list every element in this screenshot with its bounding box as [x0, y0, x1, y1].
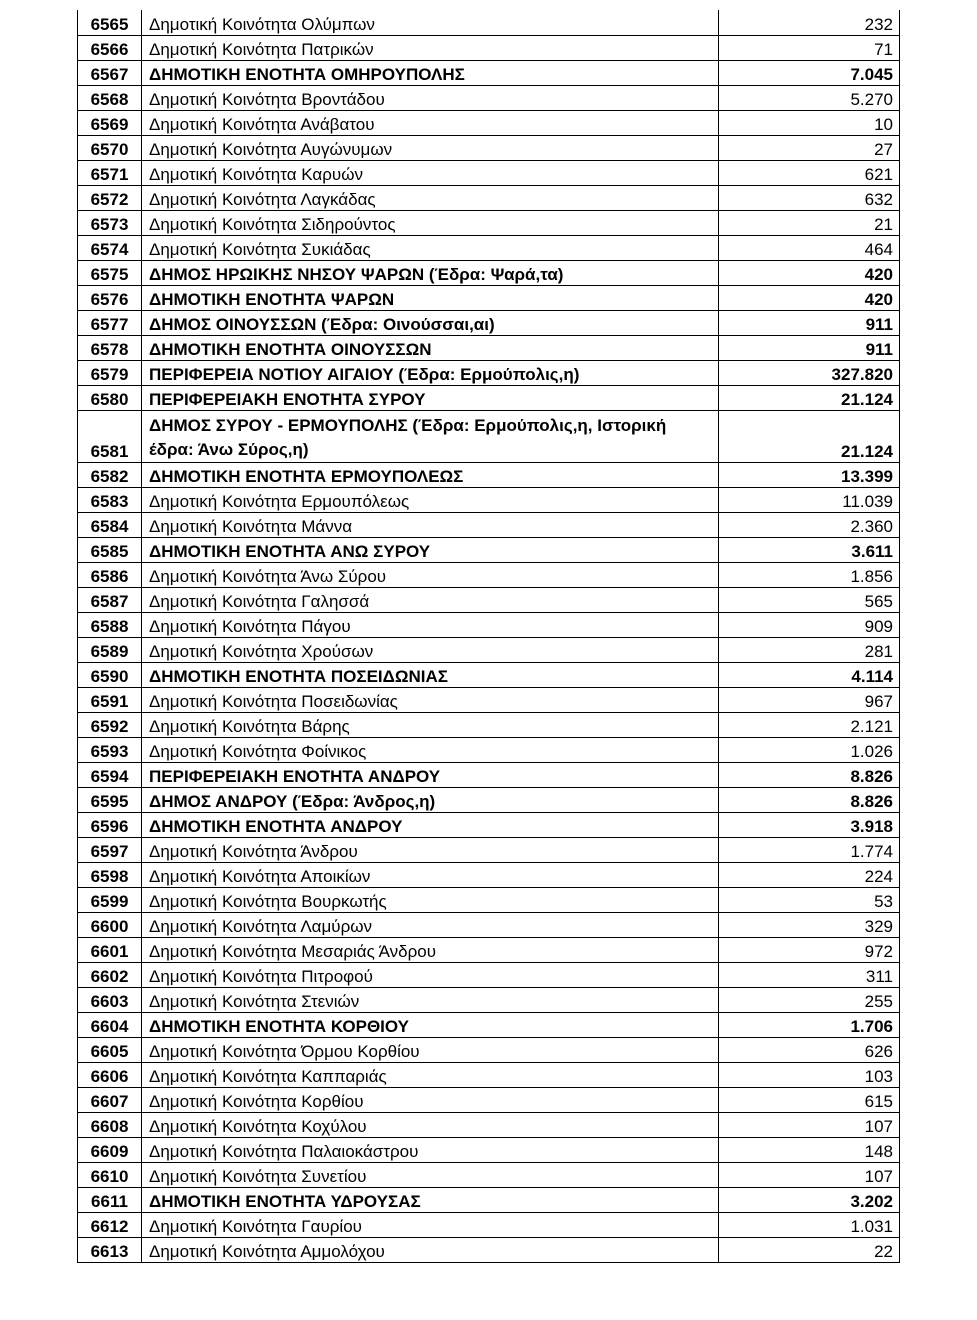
row-code-cell: 6597 [78, 837, 142, 862]
row-name-cell: Δημοτική Κοινότητα Κορθίου [142, 1087, 719, 1112]
row-name-cell: ΠΕΡΙΦΕΡΕΙΑ ΝΟΤΙΟΥ ΑΙΓΑΙΟΥ (Έδρα: Ερμούπολις,η) [142, 360, 719, 385]
row-name-cell: ΔΗΜΟΤΙΚΗ ΕΝΟΤΗΤΑ ΨΑΡΩΝ [142, 285, 719, 310]
row-value-cell: 71 [719, 35, 900, 60]
table-row [78, 812, 900, 837]
row-name-cell: Δημοτική Κοινότητα Σιδηρούντος [142, 210, 719, 235]
row-name-cell: Δημοτική Κοινότητα Παλαιοκάστρου [142, 1137, 719, 1162]
row-name-cell: Δημοτική Κοινότητα Βροντάδου [142, 85, 719, 110]
row-name-cell: Δημοτική Κοινότητα Φοίνικος [142, 737, 719, 762]
row-name-cell: ΠΕΡΙΦΕΡΕΙΑΚΗ ΕΝΟΤΗΤΑ ΑΝΔΡΟΥ [142, 762, 719, 787]
table-row [78, 587, 900, 612]
table-row [78, 1112, 900, 1137]
table-row [78, 712, 900, 737]
row-code-cell: 6576 [78, 285, 142, 310]
row-name-cell: Δημοτική Κοινότητα Άνδρου [142, 837, 719, 862]
row-name-cell: ΔΗΜΟΣ ΗΡΩΙΚΗΣ ΝΗΣΟΥ ΨΑΡΩΝ (Έδρα: Ψαρά,τα) [142, 260, 719, 285]
table-row [78, 1187, 900, 1212]
table-row [78, 210, 900, 235]
row-value-cell: 7.045 [719, 60, 900, 85]
row-name-cell: ΠΕΡΙΦΕΡΕΙΑΚΗ ΕΝΟΤΗΤΑ ΣΥΡΟΥ [142, 385, 719, 410]
row-code-cell: 6581 [78, 410, 142, 462]
row-code-cell: 6594 [78, 762, 142, 787]
table-row [78, 1237, 900, 1262]
row-name-cell: Δημοτική Κοινότητα Μεσαριάς Άνδρου [142, 937, 719, 962]
row-value-cell: 2.121 [719, 712, 900, 737]
row-code-cell: 6583 [78, 487, 142, 512]
row-name-cell: Δημοτική Κοινότητα Συνετίου [142, 1162, 719, 1187]
row-value-cell: 911 [719, 310, 900, 335]
row-value-cell: 103 [719, 1062, 900, 1087]
row-code-cell: 6592 [78, 712, 142, 737]
row-name-cell: ΔΗΜΟΤΙΚΗ ΕΝΟΤΗΤΑ ΚΟΡΘΙΟΥ [142, 1012, 719, 1037]
row-value-cell: 107 [719, 1162, 900, 1187]
row-value-cell: 972 [719, 937, 900, 962]
table-row [78, 10, 900, 35]
row-name-cell: Δημοτική Κοινότητα Καρυών [142, 160, 719, 185]
row-value-cell: 8.826 [719, 787, 900, 812]
table-row [78, 1137, 900, 1162]
table-row [78, 837, 900, 862]
row-code-cell: 6578 [78, 335, 142, 360]
row-value-cell: 11.039 [719, 487, 900, 512]
table-row [78, 562, 900, 587]
row-code-cell: 6603 [78, 987, 142, 1012]
row-name-cell: Δημοτική Κοινότητα Ποσειδωνίας [142, 687, 719, 712]
table-row [78, 235, 900, 260]
table-row [78, 260, 900, 285]
row-value-cell: 107 [719, 1112, 900, 1137]
row-name-cell: ΔΗΜΟΤΙΚΗ ΕΝΟΤΗΤΑ ΟΙΝΟΥΣΣΩΝ [142, 335, 719, 360]
row-value-cell: 565 [719, 587, 900, 612]
row-code-cell: 6610 [78, 1162, 142, 1187]
population-table [77, 10, 900, 1263]
table-row [78, 35, 900, 60]
row-value-cell: 3.918 [719, 812, 900, 837]
table-row [78, 360, 900, 385]
row-value-cell: 53 [719, 887, 900, 912]
table-row [78, 1087, 900, 1112]
row-name-cell: Δημοτική Κοινότητα Ερμουπόλεως [142, 487, 719, 512]
row-name-cell: ΔΗΜΟΤΙΚΗ ΕΝΟΤΗΤΑ ΕΡΜΟΥΠΟΛΕΩΣ [142, 462, 719, 487]
table-row [78, 887, 900, 912]
row-value-cell: 3.202 [719, 1187, 900, 1212]
row-value-cell: 148 [719, 1137, 900, 1162]
row-code-cell: 6590 [78, 662, 142, 687]
row-name-cell: ΔΗΜΟΤΙΚΗ ΕΝΟΤΗΤΑ ΠΟΣΕΙΔΩΝΙΑΣ [142, 662, 719, 687]
row-code-cell: 6565 [78, 10, 142, 35]
row-name-cell: Δημοτική Κοινότητα Πατρικών [142, 35, 719, 60]
row-value-cell: 967 [719, 687, 900, 712]
row-name-cell: ΔΗΜΟΣ ΣΥΡΟΥ - ΕΡΜΟΥΠΟΛΗΣ (Έδρα: Ερμούπολις,η, Ιστορική έδρα: Άνω Σύρος,η) [142, 410, 719, 462]
row-value-cell: 626 [719, 1037, 900, 1062]
row-code-cell: 6566 [78, 35, 142, 60]
table-row [78, 1012, 900, 1037]
row-value-cell: 13.399 [719, 462, 900, 487]
row-value-cell: 909 [719, 612, 900, 637]
row-code-cell: 6599 [78, 887, 142, 912]
row-name-cell: Δημοτική Κοινότητα Όρμου Κορθίου [142, 1037, 719, 1062]
row-value-cell: 911 [719, 335, 900, 360]
row-code-cell: 6605 [78, 1037, 142, 1062]
row-value-cell: 21.124 [719, 410, 900, 462]
row-code-cell: 6575 [78, 260, 142, 285]
row-code-cell: 6574 [78, 235, 142, 260]
row-name-cell: ΔΗΜΟΣ ΑΝΔΡΟΥ (Έδρα: Άνδρος,η) [142, 787, 719, 812]
table-row [78, 987, 900, 1012]
row-value-cell: 1.774 [719, 837, 900, 862]
row-value-cell: 420 [719, 260, 900, 285]
row-name-cell: Δημοτική Κοινότητα Λαγκάδας [142, 185, 719, 210]
row-code-cell: 6601 [78, 937, 142, 962]
row-name-cell: ΔΗΜΟΤΙΚΗ ΕΝΟΤΗΤΑ ΑΝΩ ΣΥΡΟΥ [142, 537, 719, 562]
row-value-cell: 1.856 [719, 562, 900, 587]
table-row [78, 862, 900, 887]
row-name-cell: Δημοτική Κοινότητα Κοχύλου [142, 1112, 719, 1137]
row-code-cell: 6604 [78, 1012, 142, 1037]
row-code-cell: 6580 [78, 385, 142, 410]
table-row [78, 185, 900, 210]
row-code-cell: 6588 [78, 612, 142, 637]
table-row [78, 410, 900, 462]
row-code-cell: 6585 [78, 537, 142, 562]
row-name-cell: Δημοτική Κοινότητα Χρούσων [142, 637, 719, 662]
row-code-cell: 6600 [78, 912, 142, 937]
row-code-cell: 6570 [78, 135, 142, 160]
row-code-cell: 6567 [78, 60, 142, 85]
row-value-cell: 420 [719, 285, 900, 310]
row-code-cell: 6606 [78, 1062, 142, 1087]
row-value-cell: 1.706 [719, 1012, 900, 1037]
row-value-cell: 232 [719, 10, 900, 35]
row-name-cell: Δημοτική Κοινότητα Πιτροφού [142, 962, 719, 987]
row-code-cell: 6571 [78, 160, 142, 185]
row-code-cell: 6586 [78, 562, 142, 587]
row-code-cell: 6602 [78, 962, 142, 987]
row-value-cell: 8.826 [719, 762, 900, 787]
row-code-cell: 6595 [78, 787, 142, 812]
row-value-cell: 311 [719, 962, 900, 987]
row-name-cell: Δημοτική Κοινότητα Αμμολόχου [142, 1237, 719, 1262]
table-row [78, 1037, 900, 1062]
row-value-cell: 329 [719, 912, 900, 937]
row-value-cell: 10 [719, 110, 900, 135]
row-value-cell: 1.026 [719, 737, 900, 762]
table-row [78, 912, 900, 937]
row-value-cell: 21 [719, 210, 900, 235]
row-code-cell: 6593 [78, 737, 142, 762]
row-value-cell: 1.031 [719, 1212, 900, 1237]
row-code-cell: 6568 [78, 85, 142, 110]
row-code-cell: 6596 [78, 812, 142, 837]
row-code-cell: 6582 [78, 462, 142, 487]
table-row [78, 1062, 900, 1087]
row-value-cell: 3.611 [719, 537, 900, 562]
row-value-cell: 224 [719, 862, 900, 887]
row-value-cell: 5.270 [719, 85, 900, 110]
row-name-cell: Δημοτική Κοινότητα Ανάβατου [142, 110, 719, 135]
table-row [78, 385, 900, 410]
table-row [78, 737, 900, 762]
row-value-cell: 632 [719, 185, 900, 210]
row-code-cell: 6572 [78, 185, 142, 210]
table-row [78, 962, 900, 987]
table-row [78, 60, 900, 85]
row-name-cell: Δημοτική Κοινότητα Καππαριάς [142, 1062, 719, 1087]
row-value-cell: 281 [719, 637, 900, 662]
table-row [78, 762, 900, 787]
row-code-cell: 6608 [78, 1112, 142, 1137]
table-row [78, 537, 900, 562]
row-name-cell: Δημοτική Κοινότητα Συκιάδας [142, 235, 719, 260]
row-name-cell: Δημοτική Κοινότητα Γαλησσά [142, 587, 719, 612]
row-name-cell: Δημοτική Κοινότητα Βουρκωτής [142, 887, 719, 912]
row-name-cell: ΔΗΜΟΤΙΚΗ ΕΝΟΤΗΤΑ ΑΝΔΡΟΥ [142, 812, 719, 837]
row-code-cell: 6569 [78, 110, 142, 135]
table-row [78, 285, 900, 310]
table-row [78, 85, 900, 110]
table-row [78, 637, 900, 662]
row-name-cell: Δημοτική Κοινότητα Αποικίων [142, 862, 719, 887]
row-name-cell: Δημοτική Κοινότητα Μάννα [142, 512, 719, 537]
table-row [78, 487, 900, 512]
row-name-cell: ΔΗΜΟΤΙΚΗ ΕΝΟΤΗΤΑ ΥΔΡΟΥΣΑΣ [142, 1187, 719, 1212]
row-code-cell: 6577 [78, 310, 142, 335]
row-name-cell: ΔΗΜΟΤΙΚΗ ΕΝΟΤΗΤΑ ΟΜΗΡΟΥΠΟΛΗΣ [142, 60, 719, 85]
row-code-cell: 6609 [78, 1137, 142, 1162]
row-name-cell: Δημοτική Κοινότητα Στενιών [142, 987, 719, 1012]
table-row [78, 787, 900, 812]
table-row [78, 462, 900, 487]
row-value-cell: 327.820 [719, 360, 900, 385]
table-row [78, 1162, 900, 1187]
table-row [78, 687, 900, 712]
row-code-cell: 6579 [78, 360, 142, 385]
table-row [78, 310, 900, 335]
row-code-cell: 6587 [78, 587, 142, 612]
table-row [78, 612, 900, 637]
row-code-cell: 6607 [78, 1087, 142, 1112]
row-code-cell: 6611 [78, 1187, 142, 1212]
row-name-cell: Δημοτική Κοινότητα Βάρης [142, 712, 719, 737]
table-row [78, 1212, 900, 1237]
row-value-cell: 255 [719, 987, 900, 1012]
row-code-cell: 6613 [78, 1237, 142, 1262]
table-row [78, 335, 900, 360]
row-name-cell: Δημοτική Κοινότητα Πάγου [142, 612, 719, 637]
row-name-cell: ΔΗΜΟΣ ΟΙΝΟΥΣΣΩΝ (Έδρα: Οινούσσαι,αι) [142, 310, 719, 335]
table-body [78, 10, 900, 1262]
row-value-cell: 2.360 [719, 512, 900, 537]
table-row [78, 937, 900, 962]
table-row [78, 160, 900, 185]
table-row [78, 135, 900, 160]
row-name-cell: Δημοτική Κοινότητα Ολύμπων [142, 10, 719, 35]
table-row [78, 662, 900, 687]
row-value-cell: 621 [719, 160, 900, 185]
row-value-cell: 21.124 [719, 385, 900, 410]
row-value-cell: 615 [719, 1087, 900, 1112]
row-code-cell: 6584 [78, 512, 142, 537]
row-code-cell: 6612 [78, 1212, 142, 1237]
row-name-cell: Δημοτική Κοινότητα Γαυρίου [142, 1212, 719, 1237]
row-value-cell: 4.114 [719, 662, 900, 687]
row-name-cell: Δημοτική Κοινότητα Λαμύρων [142, 912, 719, 937]
row-value-cell: 464 [719, 235, 900, 260]
table-row [78, 512, 900, 537]
row-name-cell: Δημοτική Κοινότητα Άνω Σύρου [142, 562, 719, 587]
row-code-cell: 6598 [78, 862, 142, 887]
row-value-cell: 27 [719, 135, 900, 160]
row-code-cell: 6573 [78, 210, 142, 235]
row-code-cell: 6589 [78, 637, 142, 662]
row-value-cell: 22 [719, 1237, 900, 1262]
row-code-cell: 6591 [78, 687, 142, 712]
row-name-cell: Δημοτική Κοινότητα Αυγώνυμων [142, 135, 719, 160]
table-row [78, 110, 900, 135]
